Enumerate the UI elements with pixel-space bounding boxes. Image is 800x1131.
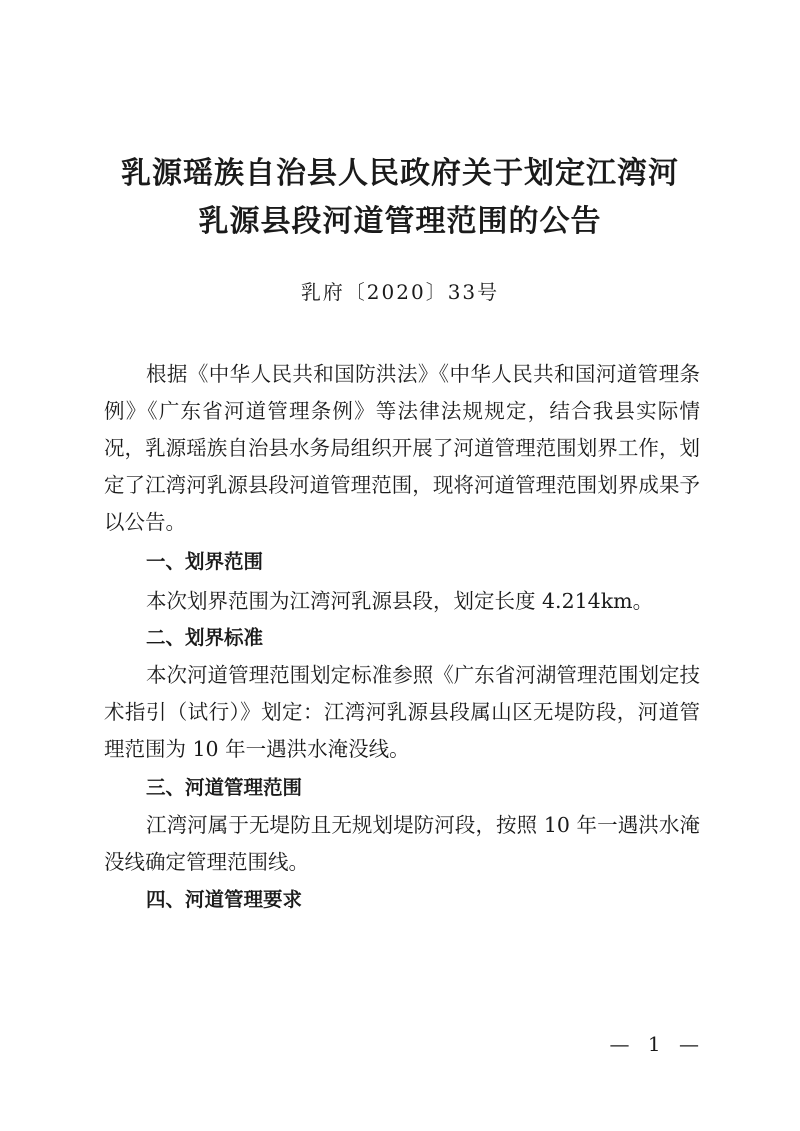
page-number: — 1 —	[609, 1032, 705, 1056]
section-heading-management-requirements: 四、河道管理要求	[146, 888, 303, 911]
section-heading-scope: 一、划界范围	[146, 550, 264, 573]
section-paragraph-standard: 本次河道管理范围划定标准参照《广东省河湖管理范围划定技术指引（试行）》划定：江湾河乳源县段属山区无堤防段，河道管理范围为 10 年一遇洪水淹没线。	[104, 663, 700, 761]
document-title-line-1: 乳源瑶族自治县人民政府关于划定江湾河	[121, 156, 679, 191]
intro-paragraph: 根据《中华人民共和国防洪法》《中华人民共和国河道管理条例》《广东省河道管理条例》等法律法规规定，结合我县实际情况，乳源瑶族自治县水务局组织开展了河道管理范围划界工作，划定了江湾河乳源县段河道管理范围，现将河道管理范围划界成果予以公告。	[104, 362, 700, 534]
section-paragraph-management-range: 江湾河属于无堤防且无规划堤防河段，按照 10 年一遇洪水淹没线确定管理范围线。	[104, 813, 700, 874]
section-heading-management-range: 三、河道管理范围	[146, 776, 303, 799]
section-paragraph-scope: 本次划界范围为江湾河乳源县段，划定长度 4.214km。	[146, 589, 654, 613]
document-number: 乳府〔2020〕33号	[300, 280, 500, 304]
document-title-line-2: 乳源县段河道管理范围的公告	[198, 204, 602, 239]
section-heading-standard: 二、划界标准	[146, 626, 264, 649]
